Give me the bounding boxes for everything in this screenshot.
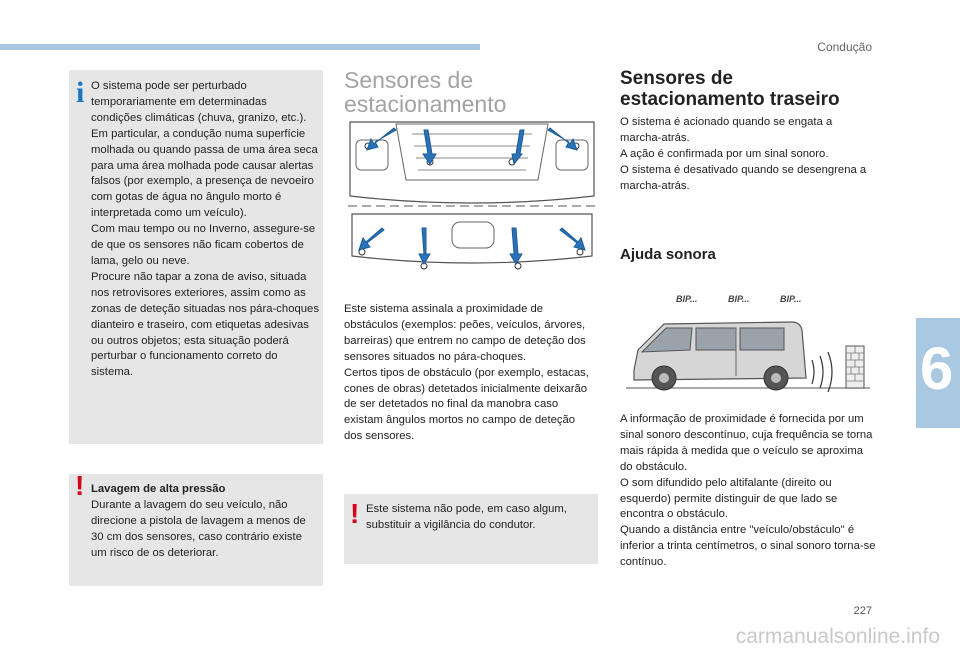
sensor-arrow-icon xyxy=(419,228,430,264)
bip-label: BIP... xyxy=(728,294,750,304)
section-title-rear-sensors: Sensores de estacionamento traseiro xyxy=(620,68,840,110)
sensor-arrow-icon xyxy=(423,130,436,164)
top-accent-bar xyxy=(0,44,480,50)
chapter-tab xyxy=(916,318,960,428)
chapter-number: 6 xyxy=(920,335,954,402)
rear-sensors-intro: O sistema é acionado quando se engata a marcha-atrás. A ação é confirmada por um sinal sonoro. O sistema é desativado quando se desengrena a marcha-atrás. xyxy=(620,116,867,192)
warning-icon: ! xyxy=(350,498,360,529)
info-box xyxy=(69,70,323,444)
warning-title: Lavagem de alta pressão xyxy=(91,483,226,495)
page-number: 227 xyxy=(853,605,872,617)
warning-box-driver xyxy=(344,494,598,564)
sensor-arrow-icon xyxy=(548,128,577,150)
bumper-sensors-illustration xyxy=(344,110,600,290)
parking-sensors-body: Este sistema assinala a proximidade de obstáculos (exemplos: peões, veículos, árvores, barreiras) que entrem no campo de deteção dos sensores situados no pára-choques. Certos tipos de obstáculo (por exemplo, estacas, cones de obras) detetados inicialmente deixarão de ser detetados no final da manobra caso existam ângulos mortos no campo de deteção dos sensores. xyxy=(344,303,589,443)
front-grille xyxy=(396,124,548,180)
van-reversing-illustration xyxy=(620,308,872,402)
driver-warning-text: Este sistema não pode, em caso algum, substituir a vigilância do condutor. xyxy=(366,503,567,531)
warning-box-washing xyxy=(69,470,323,586)
sensor-arrow-icon xyxy=(367,128,396,150)
section-header: Condução xyxy=(817,40,872,54)
warning-text: Durante a lavagem do seu veículo, não direcione a pistola de lavagem a menos de 30 cm dos sensores, caso contrário existe um risco de os deteriorar. xyxy=(91,498,306,559)
audible-assistance-body: A informação de proximidade é fornecida por um sinal sonoro descontínuo, cuja frequência se torna mais rápida à medida que o veículo se aproxima do obstáculo. O som difundido pelo altifalante (direito ou esquerdo) permite distinguir de que lado se encontra o obstáculo. Quando a distância entre "veículo/obstáculo" é inferior a trinta centímetros, o sinal sonoro torna-se contínuo. xyxy=(620,413,876,569)
info-text: O sistema pode ser perturbado temporariamente em determinadas condições climáticas (chuva, granizo, etc.). Em particular, a condução numa superfície molhada ou quando passa de uma área seca para uma área molhada pode causar alertas falsos (por exemplo, a presença de nevoeiro com gotas de água no ângulo morto é interpretada como um veículo). Com mau tempo ou no Inverno, assegure-se de que os sensores não ficam cobertos de lama, gelo ou neve. Procure não tapar a zona de aviso, situada nos retrovisores exteriores, assim como as zonas de deteção situadas nos pára-choques dianteiro e traseiro, com etiquetas adesivas ou outros objetos; esta situação poderá perturbar o funcionamento correto do sistema. xyxy=(91,80,319,379)
rear-bumper-outline xyxy=(352,214,592,263)
warning-icon: ! xyxy=(75,470,85,501)
info-icon: i xyxy=(76,76,85,109)
watermark: carmanualsonline.info xyxy=(735,625,940,648)
bip-label: BIP... xyxy=(676,294,698,304)
sensor-arrow-icon xyxy=(560,228,585,250)
sensor-arrow-icon xyxy=(359,228,384,250)
sound-wave-icon xyxy=(812,360,814,384)
sensor-arrow-icon xyxy=(512,130,524,164)
sound-wave-icon xyxy=(820,356,823,388)
sensor-arrow-icon xyxy=(510,228,522,264)
subtitle-audible-assistance: Ajuda sonora xyxy=(620,246,716,263)
bip-label: BIP... xyxy=(780,294,802,304)
section-title-parking-sensors: Sensores de estacionamento xyxy=(344,67,507,117)
sound-wave-icon xyxy=(828,352,832,392)
plate-recess xyxy=(452,222,494,248)
